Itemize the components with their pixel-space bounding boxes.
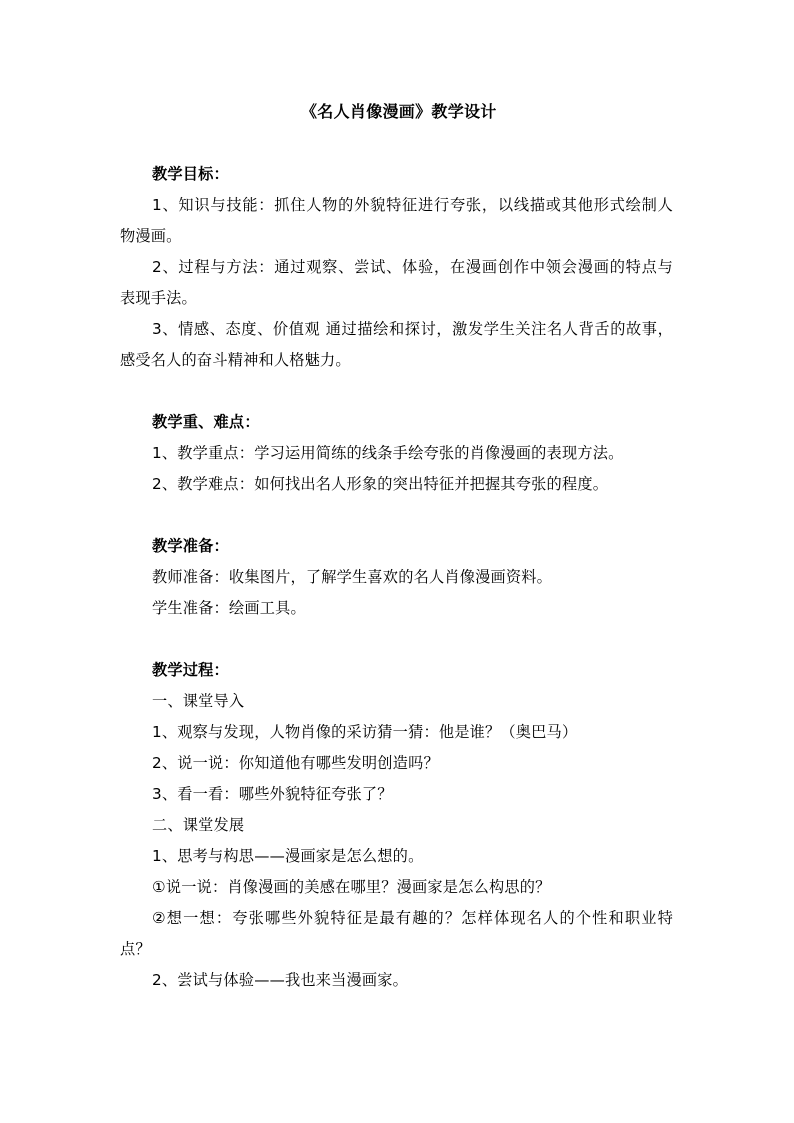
- objective-1-line-2: 物漫画。: [120, 227, 182, 245]
- teacher-preparation: 教师准备：收集图片，了解学生喜欢的名人肖像漫画资料。: [152, 568, 553, 586]
- key-point-2: 2、教学难点：如何找出名人形象的突出特征并把握其夸张的程度。: [152, 475, 609, 493]
- process-heading: 教学过程：: [152, 661, 229, 679]
- objective-1-line-1: 1、知识与技能：抓住人物的外貌特征进行夸张，以线描或其他形式绘制人: [152, 196, 673, 214]
- key-points-heading: 教学重、难点：: [152, 413, 260, 431]
- preparation-heading: 教学准备：: [152, 537, 229, 555]
- student-preparation: 学生准备：绘画工具。: [152, 599, 306, 617]
- key-point-1: 1、教学重点：学习运用简练的线条手绘夸张的肖像漫画的表现方法。: [152, 444, 624, 462]
- section-1-item-2: 2、说一说：你知道他有哪些发明创造吗？: [152, 754, 439, 772]
- objective-3-line-2: 感受名人的奋斗精神和人格魅力。: [120, 351, 351, 369]
- objective-3-line-1: 3、情感、态度、价值观 通过描绘和探讨，激发学生关注名人背舌的故事，: [152, 320, 673, 338]
- section-2-sub-1: ①说一说：肖像漫画的美感在哪里？漫画家是怎么构思的？: [152, 878, 551, 896]
- document-title: 《名人肖像漫画》教学设计: [301, 102, 497, 121]
- section-2-sub-2-line-1: ②想一想：夸张哪些外貌特征是最有趣的？怎样体现名人的个性和职业特: [152, 909, 673, 927]
- section-1-heading: 一、课堂导入: [152, 692, 245, 710]
- section-1-item-3: 3、看一看：哪些外貌特征夸张了？: [152, 785, 393, 803]
- section-2-sub-2-line-2: 点？: [120, 940, 151, 958]
- section-2-heading: 二、课堂发展: [152, 816, 245, 834]
- objectives-heading: 教学目标：: [152, 165, 229, 183]
- objective-2-line-2: 表现手法。: [120, 289, 197, 307]
- objective-2-line-1: 2、过程与方法：通过观察、尝试、体验，在漫画创作中领会漫画的特点与: [152, 258, 673, 276]
- section-1-item-1: 1、观察与发现，人物肖像的采访猜一猜：他是谁？（奥巴马）: [152, 723, 578, 741]
- section-2-item-2: 2、尝试与体验——我也来当漫画家。: [152, 971, 409, 989]
- section-2-item-1: 1、思考与构思——漫画家是怎么想的。: [152, 847, 424, 865]
